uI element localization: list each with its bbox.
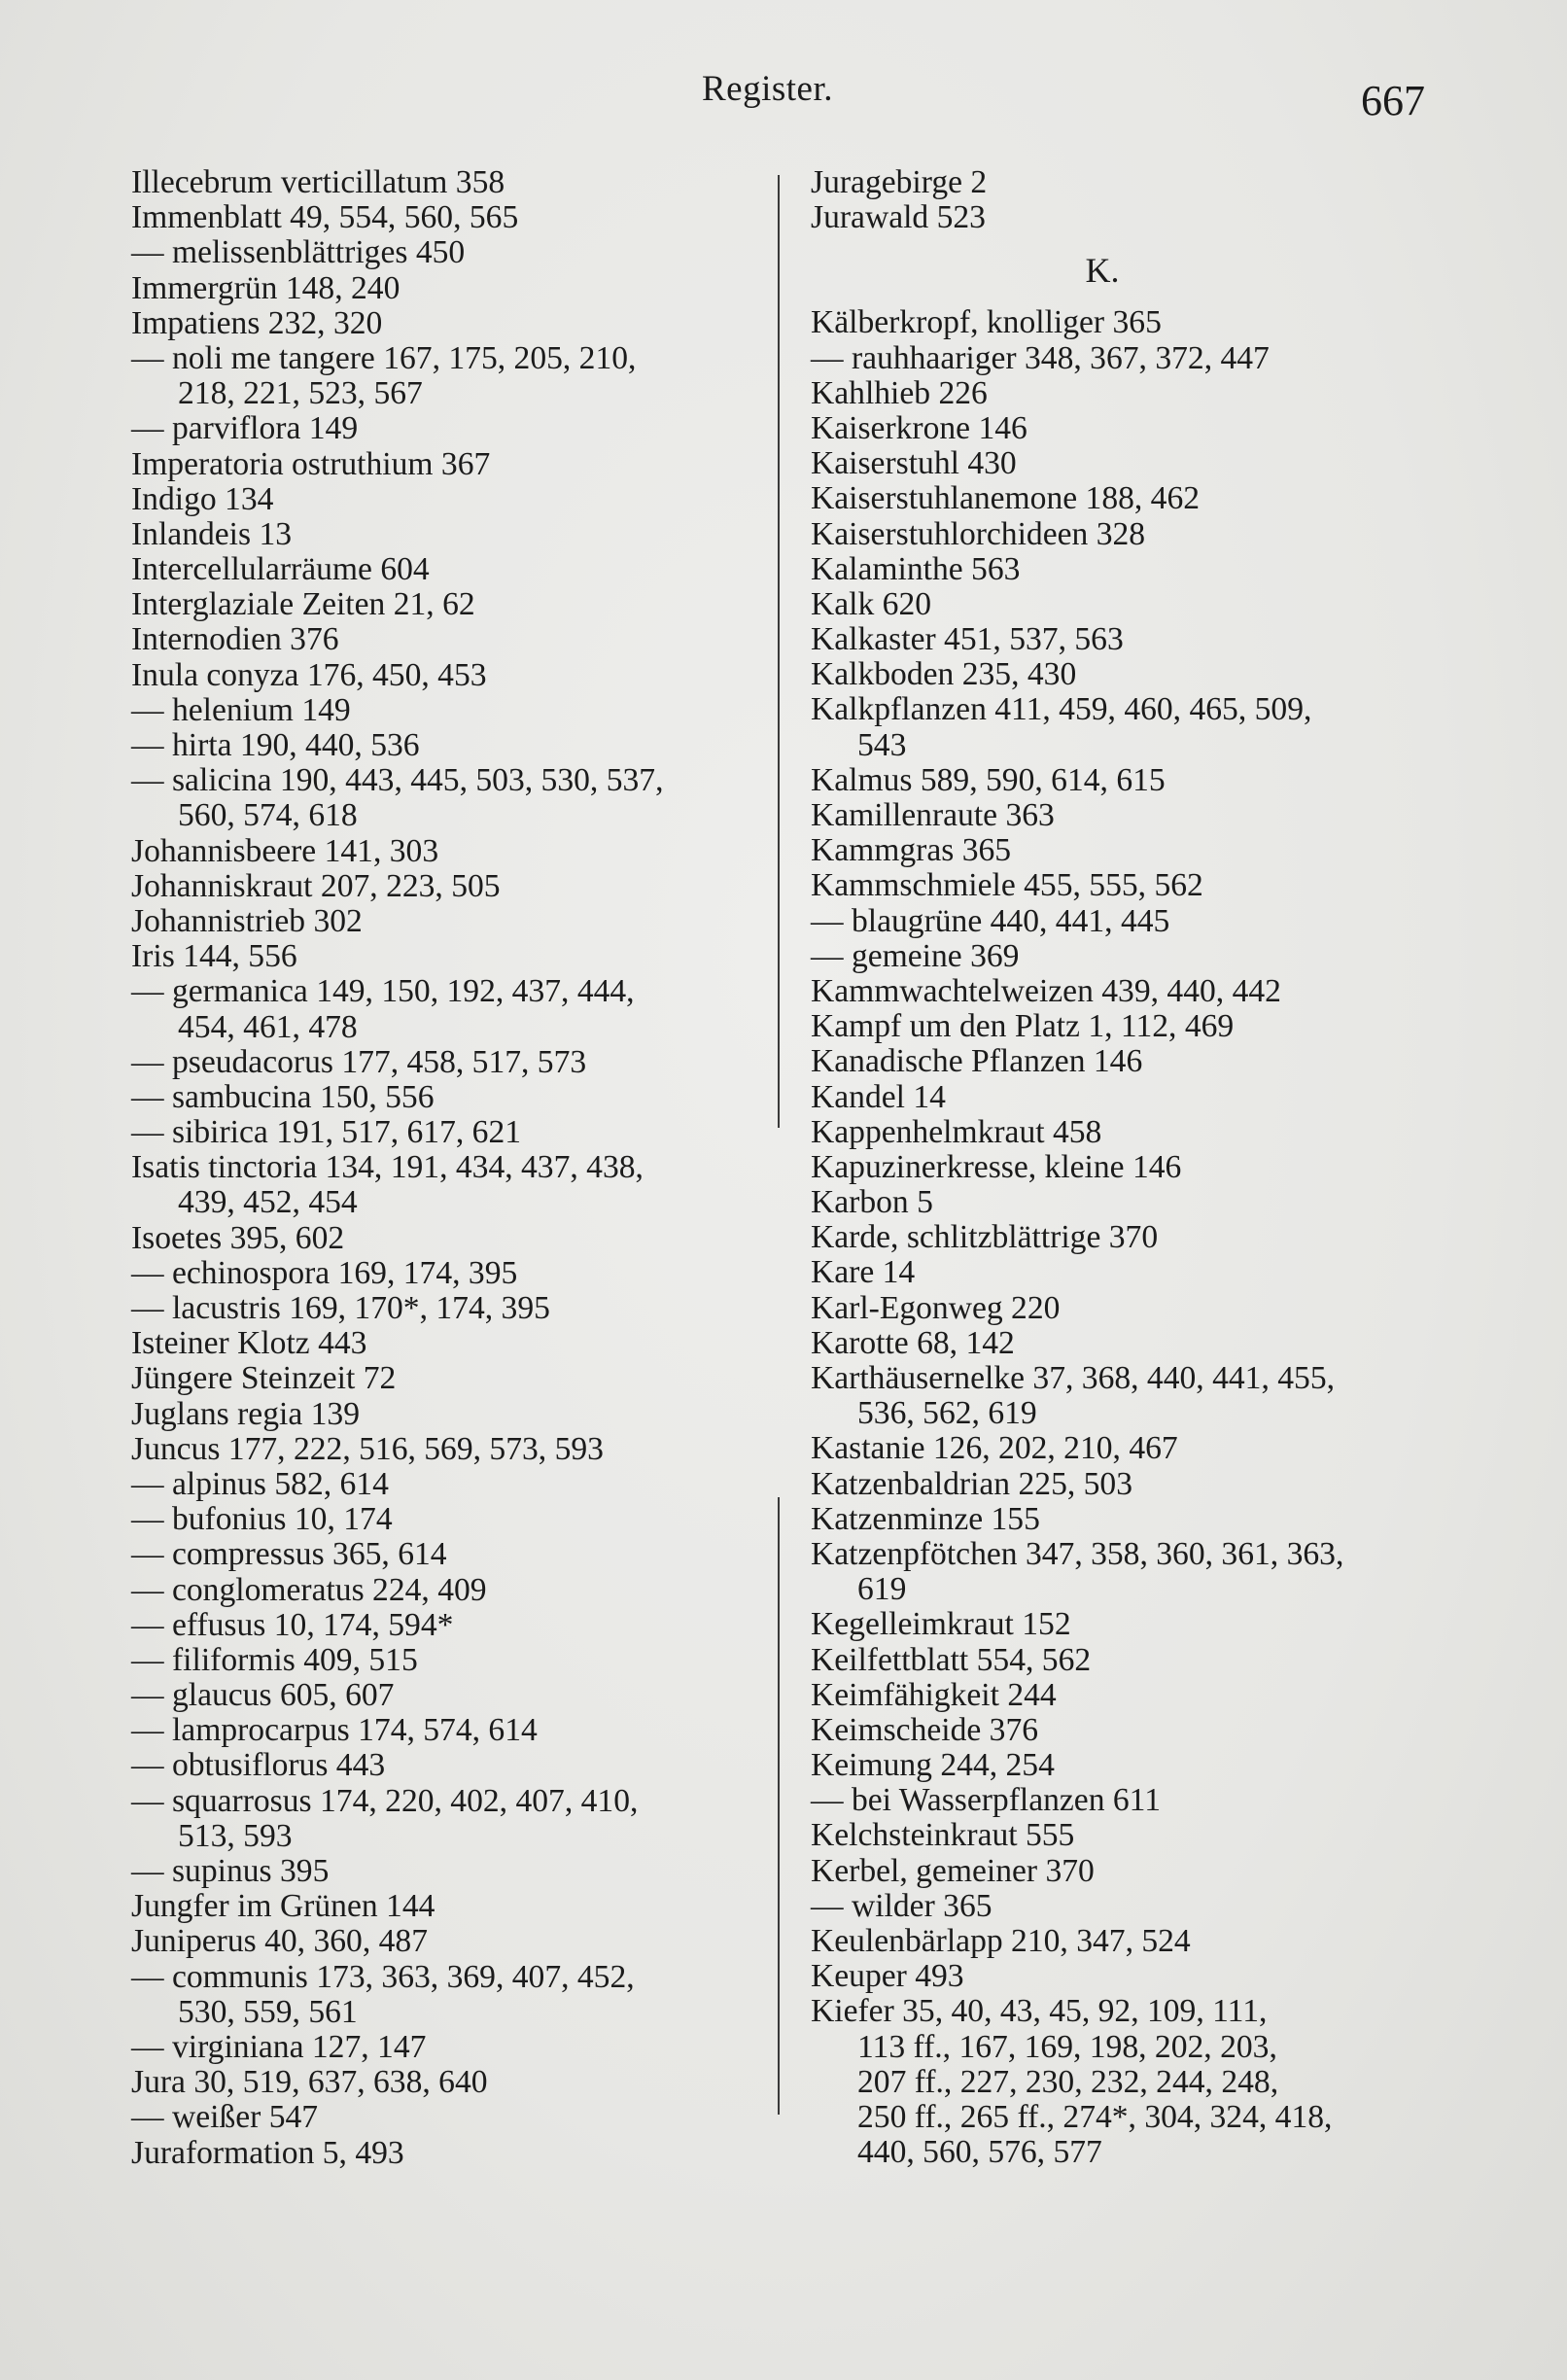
index-entry: — compressus 365, 614 — [131, 1536, 447, 1573]
index-entry: Indigo 134 — [131, 480, 274, 517]
index-entry: 619 — [857, 1571, 907, 1608]
index-entry: Inlandeis 13 — [131, 515, 293, 552]
index-entry: Kammwachtelweizen 439, 440, 442 — [811, 972, 1281, 1009]
index-entry: 113 ff., 167, 169, 198, 202, 203, — [857, 2028, 1277, 2065]
index-column-right-top — [811, 165, 1452, 235]
index-entry: — hirta 190, 440, 536 — [131, 727, 420, 763]
index-entry: 250 ff., 265 ff., 274*, 304, 324, 418, — [857, 2098, 1333, 2135]
index-entry: Karl-Egonweg 220 — [811, 1289, 1061, 1326]
index-entry: — helenium 149 — [131, 691, 351, 728]
index-entry: Kalkboden 235, 430 — [811, 656, 1077, 693]
index-entry: Kiefer 35, 40, 43, 45, 92, 109, 111, — [811, 1993, 1268, 2030]
index-column-left — [131, 165, 773, 2171]
index-entry: 207 ff., 227, 230, 232, 244, 248, — [857, 2063, 1279, 2100]
index-entry: Kanadische Pflanzen 146 — [811, 1043, 1143, 1080]
index-entry: Karthäusernelke 37, 368, 440, 441, 455, — [811, 1360, 1336, 1396]
index-entry: Kampf um den Platz 1, 112, 469 — [811, 1008, 1235, 1045]
index-entry: — sibirica 191, 517, 617, 621 — [131, 1114, 522, 1151]
index-entry: Keulenbärlapp 210, 347, 524 — [811, 1923, 1191, 1959]
index-entry: Kalkpflanzen 411, 459, 460, 465, 509, — [811, 691, 1312, 728]
index-entry: — obtusiflorus 443 — [131, 1747, 386, 1784]
index-entry: — glaucus 605, 607 — [131, 1677, 395, 1714]
index-entry: Keimfähigkeit 244 — [811, 1676, 1057, 1713]
page-heading: Register. — [702, 69, 834, 109]
index-entry: Kammschmiele 455, 555, 562 — [811, 867, 1203, 904]
index-entry: — lacustris 169, 170*, 174, 395 — [131, 1290, 550, 1326]
index-entry: — lamprocarpus 174, 574, 614 — [131, 1712, 538, 1749]
index-entry: Katzenminze 155 — [811, 1500, 1040, 1537]
index-entry: Karbon 5 — [811, 1184, 933, 1221]
index-entry: — virginiana 127, 147 — [131, 2028, 427, 2065]
index-entry: 536, 562, 619 — [857, 1395, 1037, 1432]
index-entry: Juraformation 5, 493 — [131, 2134, 404, 2171]
index-entry: Isoetes 395, 602 — [131, 1219, 345, 1256]
index-entry: Jurawald 523 — [811, 199, 986, 236]
index-entry: — gemeine 369 — [811, 937, 1020, 974]
index-entry: Jura 30, 519, 637, 638, 640 — [131, 2064, 488, 2101]
index-entry: — effusus 10, 174, 594* — [131, 1606, 454, 1643]
index-entry: — blaugrüne 440, 441, 445 — [811, 902, 1170, 939]
index-column-right-main — [811, 305, 1452, 2170]
index-entry: Imperatoria ostruthium 367 — [131, 445, 491, 482]
index-entry: 440, 560, 576, 577 — [857, 2134, 1102, 2171]
index-entry: 513, 593 — [178, 1817, 293, 1854]
index-entry: Keuper 493 — [811, 1958, 964, 1995]
index-entry: Kapuzinerkresse, kleine 146 — [811, 1148, 1182, 1185]
index-entry: — melissenblättriges 450 — [131, 234, 466, 271]
index-entry: — sambucina 150, 556 — [131, 1078, 435, 1115]
index-entry: Katzenpfötchen 347, 358, 360, 361, 363, — [811, 1535, 1344, 1572]
index-entry: Kalmus 589, 590, 614, 615 — [811, 761, 1166, 798]
index-entry: — germanica 149, 150, 192, 437, 444, — [131, 973, 635, 1010]
index-entry: — pseudacorus 177, 458, 517, 573 — [131, 1043, 587, 1080]
index-entry: Johannisbeere 141, 303 — [131, 832, 439, 869]
index-entry: — noli me tangere 167, 175, 205, 210, — [131, 339, 637, 376]
index-entry: Kastanie 126, 202, 210, 467 — [811, 1430, 1178, 1467]
index-entry: Kamillenraute 363 — [811, 797, 1055, 833]
index-entry: Kappenhelmkraut 458 — [811, 1113, 1102, 1150]
index-entry: — echinospora 169, 174, 395 — [131, 1254, 518, 1291]
index-entry: — parviflora 149 — [131, 410, 359, 447]
index-entry: Kaiserkrone 146 — [811, 409, 1027, 446]
index-entry: Impatiens 232, 320 — [131, 304, 383, 341]
index-entry: Kandel 14 — [811, 1078, 946, 1115]
column-divider-lower — [778, 1497, 780, 2115]
running-head — [0, 68, 1567, 126]
index-entry: Immenblatt 49, 554, 560, 565 — [131, 199, 519, 236]
index-entry: — conglomeratus 224, 409 — [131, 1571, 487, 1608]
index-entry: Kahlhieb 226 — [811, 374, 988, 411]
index-entry: Kalkaster 451, 537, 563 — [811, 621, 1124, 658]
index-entry: — supinus 395 — [131, 1853, 330, 1889]
index-entry: — alpinus 582, 614 — [131, 1465, 389, 1502]
index-entry: Juniperus 40, 360, 487 — [131, 1923, 428, 1960]
index-entry: Kegelleimkraut 152 — [811, 1606, 1071, 1643]
index-entry: Inula conyza 176, 450, 453 — [131, 656, 487, 693]
index-entry: Kaiserstuhlorchideen 328 — [811, 515, 1146, 552]
index-entry: Jungfer im Grünen 144 — [131, 1888, 435, 1925]
index-entry: Juglans regia 139 — [131, 1395, 360, 1432]
index-entry: Kaiserstuhlanemone 188, 462 — [811, 480, 1201, 517]
index-entry: Kare 14 — [811, 1254, 916, 1291]
index-entry: 218, 221, 523, 567 — [178, 375, 423, 412]
index-entry: Kaiserstuhl 430 — [811, 445, 1017, 482]
column-divider — [778, 175, 780, 1128]
index-entry: Kalk 620 — [811, 585, 932, 622]
index-entry: Internodien 376 — [131, 621, 339, 658]
index-entry: — weißer 547 — [131, 2099, 319, 2136]
index-entry: Kammgras 365 — [811, 832, 1012, 869]
index-entry: 454, 461, 478 — [178, 1008, 358, 1045]
index-entry: Keilfettblatt 554, 562 — [811, 1641, 1092, 1678]
index-entry: Illecebrum verticillatum 358 — [131, 164, 505, 200]
index-entry: Johanniskraut 207, 223, 505 — [131, 867, 501, 904]
index-entry: — communis 173, 363, 369, 407, 452, — [131, 1958, 635, 1995]
index-entry: Keimung 244, 254 — [811, 1747, 1055, 1784]
index-entry: 439, 452, 454 — [178, 1184, 358, 1221]
index-column-right — [811, 165, 1452, 2170]
index-entry: Immergrün 148, 240 — [131, 269, 400, 306]
section-letter: K. — [1085, 251, 1120, 291]
index-entry: Juncus 177, 222, 516, 569, 573, 593 — [131, 1430, 604, 1467]
index-entry: — squarrosus 174, 220, 402, 407, 410, — [131, 1782, 639, 1819]
index-entry: Interglaziale Zeiten 21, 62 — [131, 586, 475, 623]
index-entry: Isatis tinctoria 134, 191, 434, 437, 438, — [131, 1149, 644, 1186]
index-entry: Jüngere Steinzeit 72 — [131, 1360, 397, 1397]
index-entry: Kelchsteinkraut 555 — [811, 1817, 1075, 1854]
index-entry: 530, 559, 561 — [178, 1993, 358, 2030]
index-entry: Kalaminthe 563 — [811, 550, 1021, 587]
index-entry: — salicina 190, 443, 445, 503, 530, 537, — [131, 762, 664, 799]
index-entry: 560, 574, 618 — [178, 797, 358, 834]
index-entry: — filiformis 409, 515 — [131, 1641, 418, 1678]
index-entry: — bufonius 10, 174 — [131, 1501, 393, 1538]
index-entry: Johannistrieb 302 — [131, 902, 363, 939]
index-entry: Juragebirge 2 — [811, 164, 988, 200]
index-entry: Isteiner Klotz 443 — [131, 1325, 367, 1362]
page-number: 667 — [1361, 77, 1425, 124]
index-entry: — rauhhaariger 348, 367, 372, 447 — [811, 339, 1270, 376]
index-entry: Keimscheide 376 — [811, 1711, 1039, 1748]
index-entry: Karotte 68, 142 — [811, 1324, 1015, 1361]
index-entry: Karde, schlitzblättrige 370 — [811, 1219, 1159, 1256]
index-entry: Katzenbaldrian 225, 503 — [811, 1465, 1133, 1502]
index-entry: — wilder 365 — [811, 1887, 992, 1924]
index-entry: Intercellularräume 604 — [131, 551, 430, 588]
index-entry: — bei Wasserpflanzen 611 — [811, 1782, 1162, 1819]
index-entry: Kerbel, gemeiner 370 — [811, 1852, 1095, 1889]
index-entry: Kälberkropf, knolliger 365 — [811, 304, 1162, 341]
index-entry: Iris 144, 556 — [131, 938, 297, 975]
index-entry: 543 — [857, 726, 907, 763]
